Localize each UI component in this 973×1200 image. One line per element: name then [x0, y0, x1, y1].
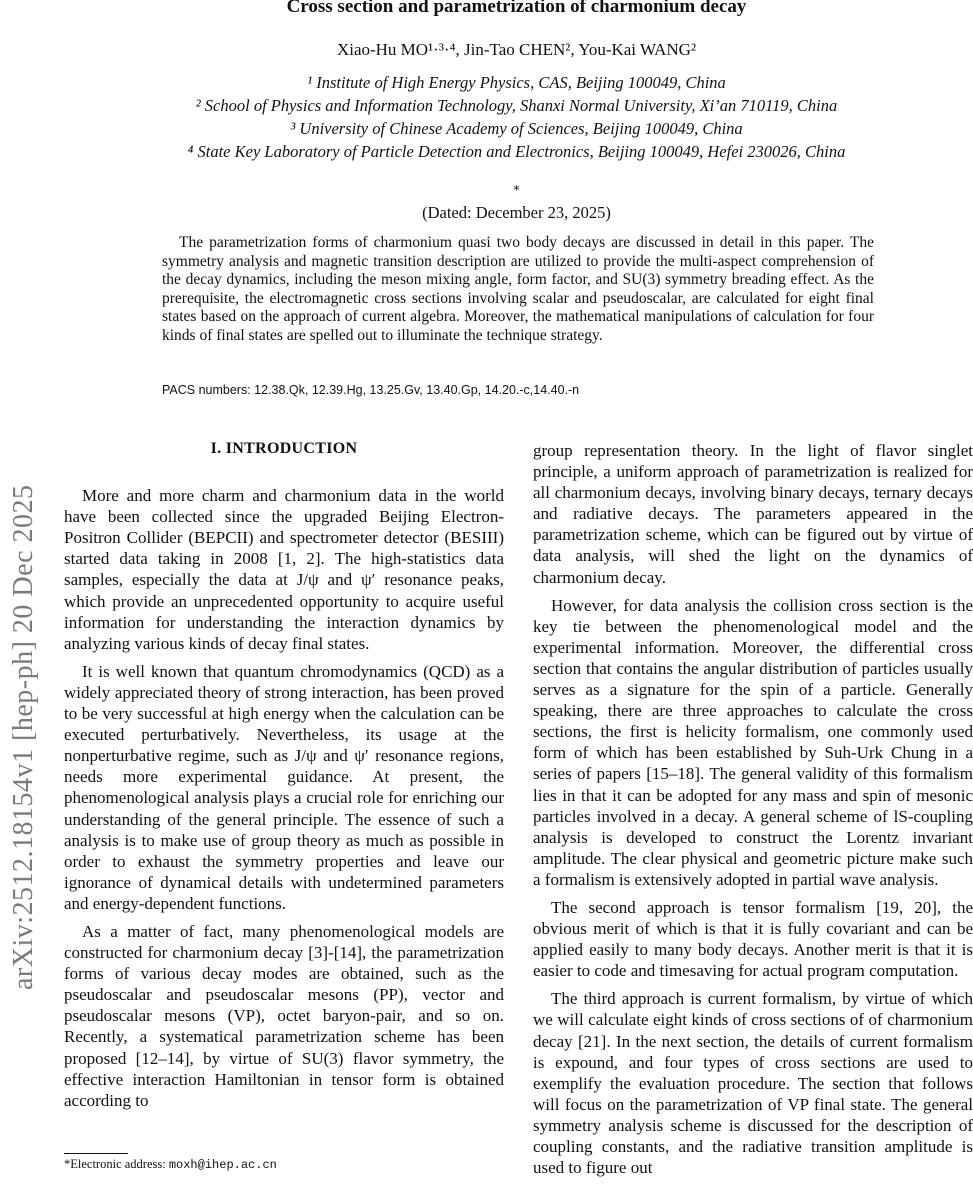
affiliation-1: ¹ Institute of High Energy Physics, CAS, Beijing 100049, China: [307, 73, 726, 92]
paragraph: As a matter of fact, many phenomenological models are constructed for charmonium decay [3]-[14], the parametrization forms of various decay modes are obtained, such as the pseudoscalar and pseudoscalar mesons (PP), vector and pseudoscalar mesons (VP), octet baryon-pair, and so on. Recently, a systematical parametrization scheme has been proposed [12–14], by virtue of SU(3) flavor symmetry, the effective interaction Hamiltonian in tensor form is obtained according to: [64, 921, 504, 1110]
paper-title: Cross section and parametrization of charmonium decay: [286, 0, 747, 17]
section-heading: I. INTRODUCTION: [210, 440, 358, 457]
paragraph: It is well known that quantum chromodynamics (QCD) as a widely appreciated theory of strong interaction, has been proved to be very successful at high energy when the calculation can be executed perturbatively. Nevertheless, its usage at the nonperturbative regime, such as J/ψ and ψ′ resonance regions, needs more experimental guidance. At present, the phenomenological analysis plays a crucial role for enriching our understanding of the general principle. The essence of such a analysis is to make use of group theory as much as possible in order to exhaust the symmetry properties and leave our ignorance of dynamical details with undetermined parameters and energy-dependent functions.: [64, 661, 504, 913]
paragraph: However, for data analysis the collision cross section is the key tie between the phenomenological model and the experimental information. Moreover, the differential cross section that contains the angular distribution of particles usually serves as a signature for the spin of a particle. Generally speaking, there are three approaches to calculate the cross sections, the first is helicity formalism, one commonly used form of which has been established by Suh-Urk Chung in a series of papers [15–18]. The general validity of this formalism lies in that it can be adopted for any mass and spin of mesonic particles involved in a decay. A general scheme of lS-coupling analysis is developed to construct the Lorentz invariant amplitude. The clear physical and geometric picture make such a formalism is extensively adopted in partial wave analysis.: [533, 595, 973, 889]
footnote-marker: *: [513, 183, 520, 197]
footnote-divider: [64, 1153, 128, 1154]
footnote: [64, 1157, 277, 1172]
paragraph: The second approach is tensor formalism [19, 20], the obvious merit of which is that it is fully covariant and can be applied easily to many body decays. Another merit is that it is easier to code and timesaving for actual program computation.: [533, 897, 973, 981]
affiliation-3: ³ University of Chinese Academy of Sciences, Beijing 100049, China: [290, 119, 743, 138]
right-column: [533, 440, 973, 1185]
footnote-label: *Electronic address:: [64, 1157, 169, 1171]
arxiv-sidebar-stamp: [8, 340, 39, 990]
date-line: (Dated: December 23, 2025): [422, 203, 611, 222]
affiliation-4: ⁴ State Key Laboratory of Particle Detection and Electronics, Beijing 100049, Hefei 230026, China: [187, 142, 846, 161]
paragraph-continued: group representation theory. In the light of flavor singlet principle, a uniform approach of parametrization is realized for all charmonium decays, involving binary decays, ternary decays and radiative decays. The parameters appeared in the parametrization scheme, which can be figured out by virtue of data analysis, will shed the light on the dynamics of charmonium decay.: [533, 441, 973, 587]
abstract: The parametrization forms of charmonium quasi two body decays are discussed in detail in this paper. The symmetry analysis and magnetic transition description are utilized to provide the multi-aspect comprehension of the decay dynamics, including the meson mixing angle, form factor, and SU(3) symmetry breading effect. As the prerequisite, the electromagnetic cross sections involving scalar and pseudoscalar, are calculated for eight final states based on the approach of current algebra. Moreover, the mathematical manipulations of calculation for four kinds of final states are spelled out to illuminate the technique strategy.: [162, 234, 874, 344]
author-list: Xiao-Hu MO¹·³·⁴, Jin-Tao CHEN², You-Kai WANG²: [336, 40, 697, 59]
affiliation-2: ² School of Physics and Information Technology, Shanxi Normal University, Xi’an 710119, China: [195, 96, 838, 115]
paragraph: The third approach is current formalism, by virtue of which we will calculate eight kinds of cross sections of of charmonium decay [21]. In the next section, the details of current formalism is expound, and four types of cross sections are used to exemplify the evaluation procedure. The section that follows will focus on the parametrization of VP final state. The general symmetry analysis scheme is discussed for the description of coupling constants, and the radiative transition amplitude is used to figure out: [533, 989, 973, 1178]
left-column: [64, 438, 504, 1118]
email-link[interactable]: moxh@ihep.ac.cn: [168, 1158, 277, 1172]
pacs-numbers: PACS numbers: 12.38.Qk, 12.39.Hg, 13.25.Gv, 13.40.Gp, 14.20.-c,14.40.-n: [162, 383, 580, 397]
arxiv-identifier: arXiv:2512.18154v1 [hep-ph] 20 Dec 2025: [8, 484, 39, 990]
paragraph: More and more charm and charmonium data in the world have been collected since the upgraded Beijing Electron-Positron Collider (BEPCII) and spectrometer detector (BESIII) started data taking in 2008 [1, 2]. The high-statistics data samples, especially the data at J/ψ and ψ′ resonance peaks, which provide an unprecedented opportunity to acquire useful information for understanding the interaction dynamics by analyzing various kinds of decay final states.: [64, 486, 504, 653]
